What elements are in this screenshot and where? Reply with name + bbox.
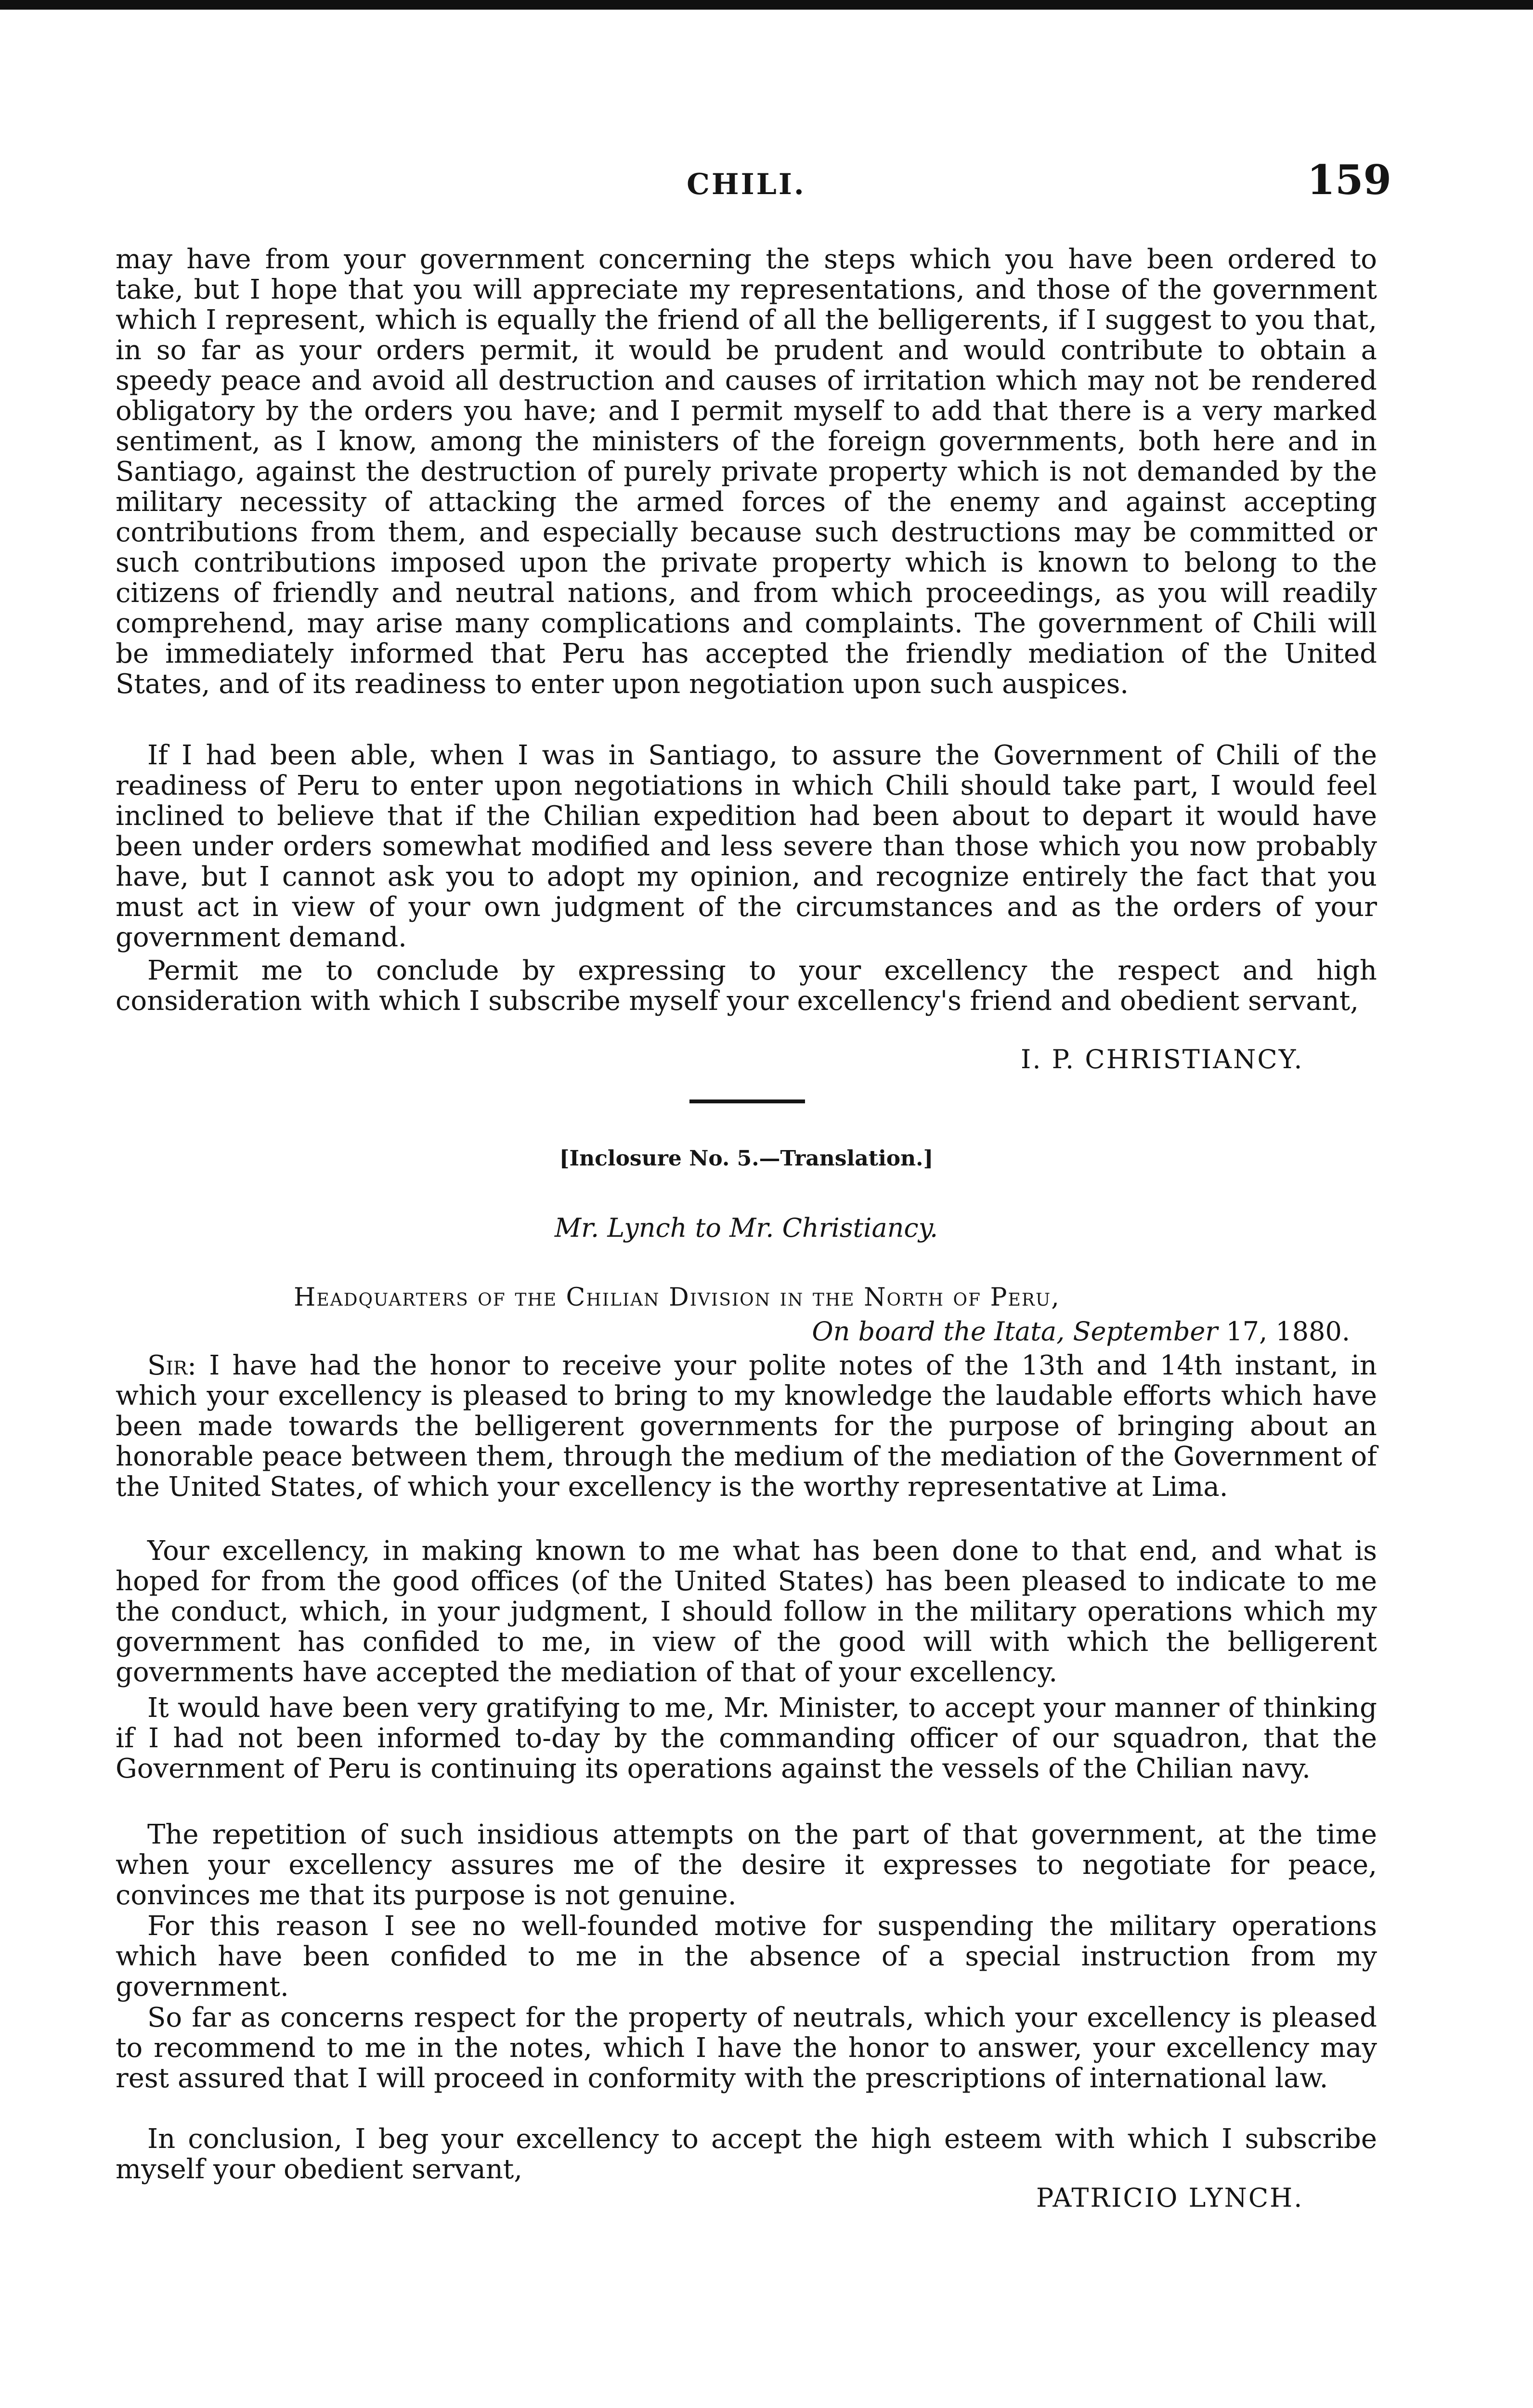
running-header [111,156,1391,204]
letter-two-paragraph-5: For this reason I see no well-founded motive for suspending the military operations which have been confided to me in the absence of a special instruction from my government. [116,1911,1377,2002]
letter-two-paragraph-1-text: I have had the honor to receive your polite notes of the 13th and 14th instant, in which your excellency is pleased to bring to my knowledge the laudable efforts which have been made towards the belligerent governments for the purpose of bringing about an honorable peace between them, through the medium of the mediation of the Government of the United States, of which your excellency is the worthy representative at Lima. [116,1350,1377,1503]
section-divider [689,1099,805,1103]
letter-one-paragraph-2: If I had been able, when I was in Santiago, to assure the Government of Chili of the readiness of Peru to enter upon negotiations in which Chili should take part, I would feel inclined to believe that if the Chilian expedition had been about to depart it would have been under orders somewhat modified and less severe than those which you now probably have, but I cannot ask you to adopt my opinion, and recognize entirely the fact that you must act in view of your own judgment of the circumstances and as the orders of your government demand. [116,740,1377,953]
letter-title: Mr. Lynch to Mr. Christiancy. [554,1213,938,1243]
salutation: Sir: [147,1350,197,1381]
enclosure-label: [Inclosure No. 5.—Translation.] [559,1146,934,1171]
letter-date-line [812,1316,1350,1347]
signature-christiancy: I. P. CHRISTIANCY. [1021,1044,1304,1074]
signature-lynch: PATRICIO LYNCH. [1036,2183,1304,2213]
letter-two-paragraph-7: In conclusion, I beg your excellency to accept the high esteem with which I subscribe myself your obedient servant, [116,2123,1377,2185]
letter-two-paragraph-4: The repetition of such insidious attempts on the part of that government, at the time when your excellency assures me of the desire it expresses to negotiate for peace, convinces me that its purpose is not genuine. [116,1819,1377,1911]
letter-two-paragraph-1 [116,1350,1377,1502]
date-rest: 17, 1880. [1226,1316,1350,1347]
letter-heading: Headquarters of the Chilian Division in the North of Peru, [294,1283,1060,1312]
page-number: 159 [1307,156,1391,204]
running-title: CHILI. [687,168,806,201]
page-top-edge [0,0,1533,10]
letter-one-paragraph-1: may have from your government concerning the steps which you have been ordered to take, but I hope that you will appreciate my representations, and those of the government which I represent, which is equally the friend of all the belligerents, if I suggest to you that, in so far as your orders permit, it would be prudent and would contribute to obtain a speedy peace and avoid all destruction and causes of irritation which may not be rendered obligatory by the orders you have; and I permit myself to add that there is a very marked sentiment, as I know, among the ministers of the foreign governments, both here and in Santiago, against the destruction of purely private property which is not demanded by the military necessity of attacking the armed forces of the enemy and against accepting contributions from them, and especially because such destructions may be committed or such contributions imposed upon the private property which is known to belong to the citizens of friendly and neutral nations, and from which proceedings, as you will readily comprehend, may arise many complications and complaints. The government of Chili will be immediately informed that Peru has accepted the friendly mediation of the United States, and of its readiness to enter upon negotiation upon such auspices. [116,244,1377,700]
letter-two-paragraph-3: It would have been very gratifying to me, Mr. Minister, to accept your manner of thinking if I had not been informed to-day by the commanding officer of our squadron, that the Government of Peru is continuing its operations against the vessels of the Chilian navy. [116,1692,1377,1784]
letter-two-paragraph-6: So far as concerns respect for the property of neutrals, which your excellency is pleased to recommend to me in the notes, which I have the honor to answer, your excellency may rest assured that I will proceed in conformity with the prescriptions of international law. [116,2002,1377,2094]
letter-one-paragraph-3: Permit me to conclude by expressing to your excellency the respect and high consideration with which I subscribe myself your excellency's friend and obedient servant, [116,955,1377,1017]
date-place: On board the Itata, September [812,1316,1218,1347]
letter-two-paragraph-2: Your excellency, in making known to me what has been done to that end, and what is hoped for from the good offices (of the United States) has been pleased to indicate to me the conduct, which, in your judgment, I should follow in the military operations which my government has confided to me, in view of the good will with which the belligerent governments have accepted the mediation of that of your excellency. [116,1535,1377,1688]
